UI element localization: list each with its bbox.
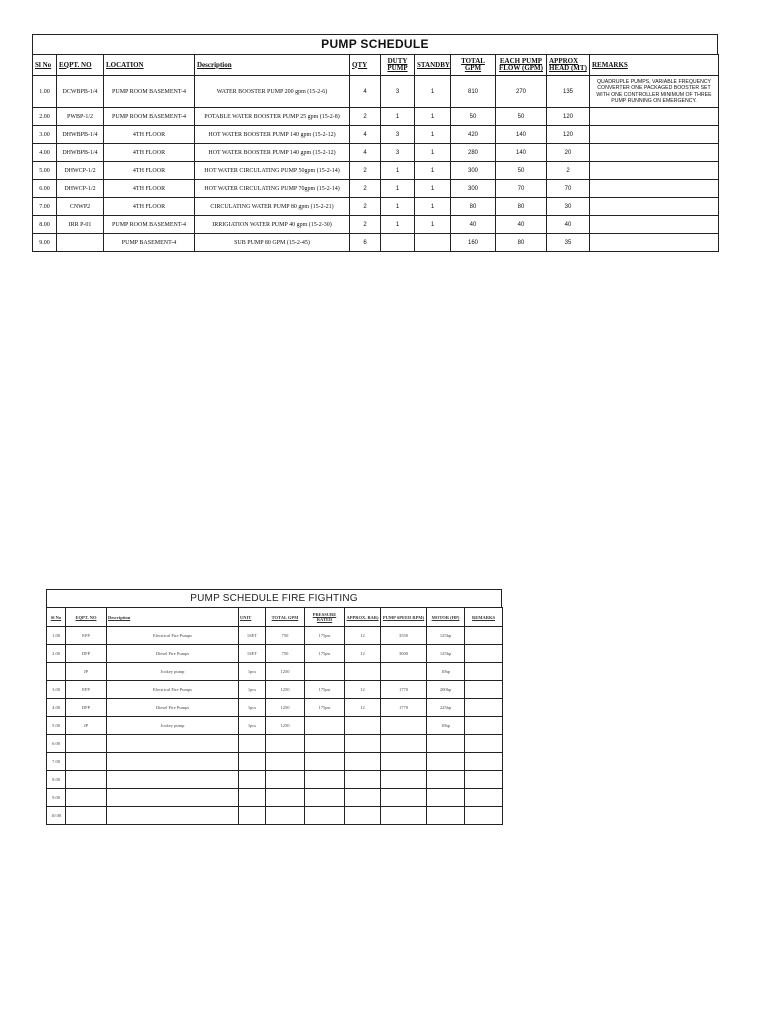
cell-eqpt-no: EFP bbox=[66, 627, 107, 645]
col-header-description: Description bbox=[107, 608, 239, 627]
cell-description: CIRCULATING WATER PUMP 80 gpm (15-2-21) bbox=[195, 198, 350, 216]
cell-total-gpm: 810 bbox=[451, 76, 496, 108]
fire-schedule-section bbox=[46, 589, 502, 825]
cell-total-gpm: 750 bbox=[266, 627, 305, 645]
cell-standby: 1 bbox=[415, 76, 451, 108]
cell-motor-hp: 125hp bbox=[427, 645, 465, 663]
cell-total-gpm: 50 bbox=[451, 108, 496, 126]
cell-location: 4TH FLOOR bbox=[104, 144, 195, 162]
table-row bbox=[33, 76, 719, 108]
cell-approx-bar: 12 bbox=[345, 627, 381, 645]
cell-total-gpm: 160 bbox=[451, 234, 496, 252]
cell-sl-no: 4.00 bbox=[47, 699, 66, 717]
col-header-pump-speed: PUMP SPEED RPM) bbox=[381, 608, 427, 627]
cell-pressure-rated: 175psi bbox=[305, 627, 345, 645]
col-header-approx-bar: APPROX. BAR) bbox=[345, 608, 381, 627]
pump-schedule-section bbox=[32, 34, 718, 252]
cell-standby: 1 bbox=[415, 162, 451, 180]
fire-schedule-header-row bbox=[47, 608, 503, 627]
cell-location: 4TH FLOOR bbox=[104, 198, 195, 216]
cell-each-pump-flow: 270 bbox=[496, 76, 547, 108]
cell-sl-no: 10.00 bbox=[47, 807, 66, 825]
cell-duty-pump: 3 bbox=[381, 76, 415, 108]
cell-description: POTABLE WATER BOOSTER PUMP 25 gpm (15-2-8) bbox=[195, 108, 350, 126]
cell-total-gpm: 420 bbox=[451, 126, 496, 144]
table-row bbox=[47, 645, 503, 663]
cell-description: Diesel Fire Pumps bbox=[107, 645, 239, 663]
cell-standby: 1 bbox=[415, 180, 451, 198]
cell-duty-pump bbox=[381, 234, 415, 252]
cell-pump-speed bbox=[381, 663, 427, 681]
cell-description bbox=[107, 735, 239, 753]
cell-description: HOT WATER BOOSTER PUMP 140 gpm (15-2-12) bbox=[195, 144, 350, 162]
cell-eqpt-no bbox=[66, 789, 107, 807]
pump-schedule-title: PUMP SCHEDULE bbox=[32, 34, 718, 54]
cell-qty: 6 bbox=[350, 234, 381, 252]
cell-total-gpm: 40 bbox=[451, 216, 496, 234]
cell-total-gpm bbox=[266, 771, 305, 789]
cell-sl-no: 1.00 bbox=[47, 627, 66, 645]
cell-remarks bbox=[590, 108, 719, 126]
col-header-eqpt-no: EQPT. NO bbox=[57, 55, 104, 76]
cell-qty: 2 bbox=[350, 180, 381, 198]
cell-remarks bbox=[465, 681, 503, 699]
cell-unit bbox=[239, 771, 266, 789]
cell-motor-hp bbox=[427, 771, 465, 789]
cell-remarks bbox=[465, 789, 503, 807]
cell-total-gpm: 300 bbox=[451, 180, 496, 198]
table-row bbox=[47, 771, 503, 789]
cell-duty-pump: 3 bbox=[381, 144, 415, 162]
cell-qty: 4 bbox=[350, 144, 381, 162]
cell-motor-hp: 10hp bbox=[427, 663, 465, 681]
cell-sl-no: 6.00 bbox=[47, 735, 66, 753]
cell-sl-no: 8.00 bbox=[33, 216, 57, 234]
cell-sl-no: 2.00 bbox=[47, 645, 66, 663]
cell-each-pump-flow: 50 bbox=[496, 162, 547, 180]
cell-total-gpm: 1250 bbox=[266, 663, 305, 681]
cell-qty: 2 bbox=[350, 198, 381, 216]
cell-sl-no: 3.00 bbox=[33, 126, 57, 144]
pump-schedule-header-row bbox=[33, 55, 719, 76]
cell-unit bbox=[239, 789, 266, 807]
cell-pressure-rated bbox=[305, 735, 345, 753]
col-header-remarks: REMARKS bbox=[465, 608, 503, 627]
table-row bbox=[33, 234, 719, 252]
cell-remarks: QUADRUPLE PUMPS, VARIABLE FREQUENCY CONVERTER ONE PACKAGED BOOSTER SET WITH ONE CONTROLLER MINIMUM OF THREE PUMP RUNNING ON EMERGENCY. bbox=[590, 76, 719, 108]
cell-approx-head: 20 bbox=[547, 144, 590, 162]
cell-motor-hp bbox=[427, 789, 465, 807]
cell-sl-no: 1.00 bbox=[33, 76, 57, 108]
cell-pump-speed bbox=[381, 807, 427, 825]
cell-unit: 1pcs bbox=[239, 717, 266, 735]
cell-eqpt-no: IRR P-01 bbox=[57, 216, 104, 234]
cell-remarks bbox=[465, 771, 503, 789]
table-row bbox=[47, 717, 503, 735]
table-row bbox=[47, 627, 503, 645]
cell-location: PUMP ROOM BASEMENT-4 bbox=[104, 216, 195, 234]
col-header-remarks: REMARKS bbox=[590, 55, 719, 76]
cell-sl-no: 9.00 bbox=[33, 234, 57, 252]
table-row bbox=[47, 663, 503, 681]
cell-sl-no: 5.00 bbox=[33, 162, 57, 180]
cell-pressure-rated: 175psi bbox=[305, 645, 345, 663]
cell-remarks bbox=[590, 144, 719, 162]
cell-standby: 1 bbox=[415, 126, 451, 144]
cell-remarks bbox=[590, 198, 719, 216]
fire-schedule-table bbox=[46, 607, 503, 825]
col-header-total-gpm: TOTAL GPM bbox=[451, 55, 496, 76]
cell-eqpt-no: EFP bbox=[66, 681, 107, 699]
cell-remarks bbox=[465, 645, 503, 663]
cell-description: HOT WATER BOOSTER PUMP 140 gpm (15-2-12) bbox=[195, 126, 350, 144]
cell-eqpt-no: DFP bbox=[66, 699, 107, 717]
cell-total-gpm bbox=[266, 789, 305, 807]
table-row bbox=[33, 144, 719, 162]
col-header-unit: UNIT bbox=[239, 608, 266, 627]
cell-total-gpm: 280 bbox=[451, 144, 496, 162]
cell-description: HOT WATER CIRCULATING PUMP 50gpm (15-2-14) bbox=[195, 162, 350, 180]
cell-pressure-rated: 175psi bbox=[305, 681, 345, 699]
cell-description: Jockey pump bbox=[107, 663, 239, 681]
cell-pump-speed: 1770 bbox=[381, 699, 427, 717]
cell-pump-speed: 3550 bbox=[381, 627, 427, 645]
cell-eqpt-no bbox=[57, 234, 104, 252]
cell-approx-bar bbox=[345, 807, 381, 825]
cell-motor-hp bbox=[427, 753, 465, 771]
cell-qty: 4 bbox=[350, 76, 381, 108]
cell-unit: 1pcs bbox=[239, 663, 266, 681]
cell-duty-pump: 1 bbox=[381, 162, 415, 180]
cell-unit: 1SET bbox=[239, 627, 266, 645]
cell-remarks bbox=[590, 162, 719, 180]
cell-unit bbox=[239, 735, 266, 753]
cell-pressure-rated bbox=[305, 771, 345, 789]
cell-eqpt-no: DFP bbox=[66, 645, 107, 663]
cell-qty: 2 bbox=[350, 162, 381, 180]
cell-location: PUMP ROOM BASEMENT-4 bbox=[104, 108, 195, 126]
cell-description: Diesel Fire Pumps bbox=[107, 699, 239, 717]
cell-each-pump-flow: 70 bbox=[496, 180, 547, 198]
cell-eqpt-no: DHWBPB-1/4 bbox=[57, 126, 104, 144]
cell-duty-pump: 1 bbox=[381, 198, 415, 216]
table-row bbox=[33, 126, 719, 144]
table-row bbox=[33, 198, 719, 216]
cell-description: Electrical Fire Pumps bbox=[107, 681, 239, 699]
cell-sl-no: 8.00 bbox=[47, 771, 66, 789]
cell-pressure-rated bbox=[305, 753, 345, 771]
cell-location: 4TH FLOOR bbox=[104, 162, 195, 180]
table-row bbox=[47, 789, 503, 807]
col-header-sl-no: Sl No bbox=[47, 608, 66, 627]
cell-each-pump-flow: 80 bbox=[496, 198, 547, 216]
table-row bbox=[47, 699, 503, 717]
col-header-each-pump-flow: EACH PUMP FLOW (GPM) bbox=[496, 55, 547, 76]
cell-eqpt-no: JP bbox=[66, 663, 107, 681]
cell-pressure-rated bbox=[305, 789, 345, 807]
cell-description: Jockey pump bbox=[107, 717, 239, 735]
cell-motor-hp: 200hp bbox=[427, 681, 465, 699]
cell-total-gpm bbox=[266, 753, 305, 771]
cell-approx-bar bbox=[345, 717, 381, 735]
cell-duty-pump: 1 bbox=[381, 216, 415, 234]
cell-description bbox=[107, 807, 239, 825]
cell-eqpt-no bbox=[66, 753, 107, 771]
cell-total-gpm: 1250 bbox=[266, 717, 305, 735]
cell-total-gpm: 750 bbox=[266, 645, 305, 663]
cell-approx-bar bbox=[345, 735, 381, 753]
col-header-location: LOCATION bbox=[104, 55, 195, 76]
cell-eqpt-no: DHWBPB-1/4 bbox=[57, 144, 104, 162]
cell-total-gpm: 80 bbox=[451, 198, 496, 216]
cell-pump-speed bbox=[381, 717, 427, 735]
cell-approx-head: 2 bbox=[547, 162, 590, 180]
cell-standby: 1 bbox=[415, 216, 451, 234]
cell-pump-speed bbox=[381, 753, 427, 771]
cell-approx-bar: 12 bbox=[345, 699, 381, 717]
cell-motor-hp bbox=[427, 735, 465, 753]
cell-description bbox=[107, 753, 239, 771]
cell-approx-head: 120 bbox=[547, 108, 590, 126]
cell-pressure-rated bbox=[305, 807, 345, 825]
cell-approx-bar: 12 bbox=[345, 645, 381, 663]
cell-each-pump-flow: 80 bbox=[496, 234, 547, 252]
cell-pressure-rated bbox=[305, 717, 345, 735]
cell-sl-no: 3.00 bbox=[47, 681, 66, 699]
cell-unit bbox=[239, 807, 266, 825]
cell-remarks bbox=[590, 126, 719, 144]
cell-total-gpm: 1250 bbox=[266, 681, 305, 699]
cell-pump-speed: 1770 bbox=[381, 681, 427, 699]
cell-remarks bbox=[590, 180, 719, 198]
cell-pump-speed: 3000 bbox=[381, 645, 427, 663]
cell-remarks bbox=[465, 807, 503, 825]
cell-motor-hp bbox=[427, 807, 465, 825]
cell-approx-bar bbox=[345, 663, 381, 681]
cell-motor-hp: 225hp bbox=[427, 699, 465, 717]
cell-duty-pump: 3 bbox=[381, 126, 415, 144]
cell-location: PUMP ROOM BASEMENT-4 bbox=[104, 76, 195, 108]
pump-schedule-table bbox=[32, 54, 719, 252]
cell-remarks bbox=[590, 216, 719, 234]
cell-sl-no bbox=[47, 663, 66, 681]
cell-sl-no: 9.00 bbox=[47, 789, 66, 807]
cell-duty-pump: 1 bbox=[381, 108, 415, 126]
cell-motor-hp: 10hp bbox=[427, 717, 465, 735]
table-row bbox=[47, 753, 503, 771]
cell-each-pump-flow: 140 bbox=[496, 126, 547, 144]
cell-location: 4TH FLOOR bbox=[104, 126, 195, 144]
col-header-description: Description bbox=[195, 55, 350, 76]
cell-approx-head: 70 bbox=[547, 180, 590, 198]
table-row bbox=[47, 681, 503, 699]
cell-pump-speed bbox=[381, 735, 427, 753]
cell-eqpt-no: DHWCP-1/2 bbox=[57, 180, 104, 198]
cell-sl-no: 4.00 bbox=[33, 144, 57, 162]
col-header-duty-pump: DUTY PUMP bbox=[381, 55, 415, 76]
cell-approx-head: 135 bbox=[547, 76, 590, 108]
cell-sl-no: 7.00 bbox=[33, 198, 57, 216]
cell-unit: 1SET bbox=[239, 645, 266, 663]
cell-location: 4TH FLOOR bbox=[104, 180, 195, 198]
cell-approx-head: 30 bbox=[547, 198, 590, 216]
cell-approx-bar bbox=[345, 753, 381, 771]
cell-description: HOT WATER CIRCULATING PUMP 70gpm (15-2-14) bbox=[195, 180, 350, 198]
cell-pump-speed bbox=[381, 789, 427, 807]
col-header-pressure-rated: PRESSURE RATED bbox=[305, 608, 345, 627]
cell-sl-no: 2.00 bbox=[33, 108, 57, 126]
cell-total-gpm: 1250 bbox=[266, 699, 305, 717]
cell-sl-no: 6.00 bbox=[33, 180, 57, 198]
cell-unit: 1pcs bbox=[239, 699, 266, 717]
cell-standby: 1 bbox=[415, 198, 451, 216]
cell-sl-no: 5.00 bbox=[47, 717, 66, 735]
table-row bbox=[47, 735, 503, 753]
cell-eqpt-no: PWBP-1/2 bbox=[57, 108, 104, 126]
cell-each-pump-flow: 50 bbox=[496, 108, 547, 126]
cell-total-gpm: 300 bbox=[451, 162, 496, 180]
table-row bbox=[33, 108, 719, 126]
cell-unit: 1pcs bbox=[239, 681, 266, 699]
cell-each-pump-flow: 140 bbox=[496, 144, 547, 162]
cell-eqpt-no: CNWP2 bbox=[57, 198, 104, 216]
cell-remarks bbox=[465, 663, 503, 681]
cell-motor-hp: 125hp bbox=[427, 627, 465, 645]
cell-total-gpm bbox=[266, 807, 305, 825]
cell-total-gpm bbox=[266, 735, 305, 753]
cell-eqpt-no bbox=[66, 735, 107, 753]
cell-description: IRRIGIATION WATER PUMP 40 gpm (15-2-30) bbox=[195, 216, 350, 234]
cell-approx-head: 35 bbox=[547, 234, 590, 252]
cell-sl-no: 7.00 bbox=[47, 753, 66, 771]
cell-approx-bar bbox=[345, 771, 381, 789]
table-row bbox=[33, 216, 719, 234]
cell-approx-bar bbox=[345, 789, 381, 807]
col-header-eqpt-no: EQPT. NO bbox=[66, 608, 107, 627]
col-header-sl-no: Sl No bbox=[33, 55, 57, 76]
cell-qty: 4 bbox=[350, 126, 381, 144]
col-header-total-gpm: TOTAL GPM bbox=[266, 608, 305, 627]
cell-approx-bar: 12 bbox=[345, 681, 381, 699]
col-header-approx-head: APPROX HEAD (MT) bbox=[547, 55, 590, 76]
cell-qty: 2 bbox=[350, 108, 381, 126]
cell-unit bbox=[239, 753, 266, 771]
cell-remarks bbox=[465, 699, 503, 717]
table-row bbox=[33, 162, 719, 180]
cell-approx-head: 40 bbox=[547, 216, 590, 234]
cell-description: WATER BOOSTER PUMP 200 gpm (15-2-6) bbox=[195, 76, 350, 108]
cell-pressure-rated bbox=[305, 663, 345, 681]
fire-schedule-title: PUMP SCHEDULE FIRE FIGHTING bbox=[46, 589, 502, 607]
cell-each-pump-flow: 40 bbox=[496, 216, 547, 234]
col-header-motor-hp: MOTOR (HP) bbox=[427, 608, 465, 627]
cell-remarks bbox=[465, 627, 503, 645]
cell-description: SUB PUMP 80 GPM (15-2-45) bbox=[195, 234, 350, 252]
cell-standby: 1 bbox=[415, 144, 451, 162]
cell-eqpt-no bbox=[66, 771, 107, 789]
cell-description bbox=[107, 771, 239, 789]
cell-eqpt-no bbox=[66, 807, 107, 825]
cell-remarks bbox=[465, 753, 503, 771]
cell-remarks bbox=[465, 717, 503, 735]
cell-eqpt-no: DHWCP-1/2 bbox=[57, 162, 104, 180]
cell-description bbox=[107, 789, 239, 807]
table-row bbox=[47, 807, 503, 825]
cell-qty: 2 bbox=[350, 216, 381, 234]
cell-standby: 1 bbox=[415, 108, 451, 126]
cell-standby bbox=[415, 234, 451, 252]
cell-duty-pump: 1 bbox=[381, 180, 415, 198]
cell-description: Electrical Fire Pumps bbox=[107, 627, 239, 645]
cell-location: PUMP BASEMENT-4 bbox=[104, 234, 195, 252]
cell-pump-speed bbox=[381, 771, 427, 789]
table-row bbox=[33, 180, 719, 198]
cell-eqpt-no: JP bbox=[66, 717, 107, 735]
cell-remarks bbox=[590, 234, 719, 252]
cell-approx-head: 120 bbox=[547, 126, 590, 144]
col-header-standby: STANDBY bbox=[415, 55, 451, 76]
cell-pressure-rated: 175psi bbox=[305, 699, 345, 717]
col-header-qty: QTY bbox=[350, 55, 381, 76]
cell-remarks bbox=[465, 735, 503, 753]
cell-eqpt-no: DCWBPB-1/4 bbox=[57, 76, 104, 108]
